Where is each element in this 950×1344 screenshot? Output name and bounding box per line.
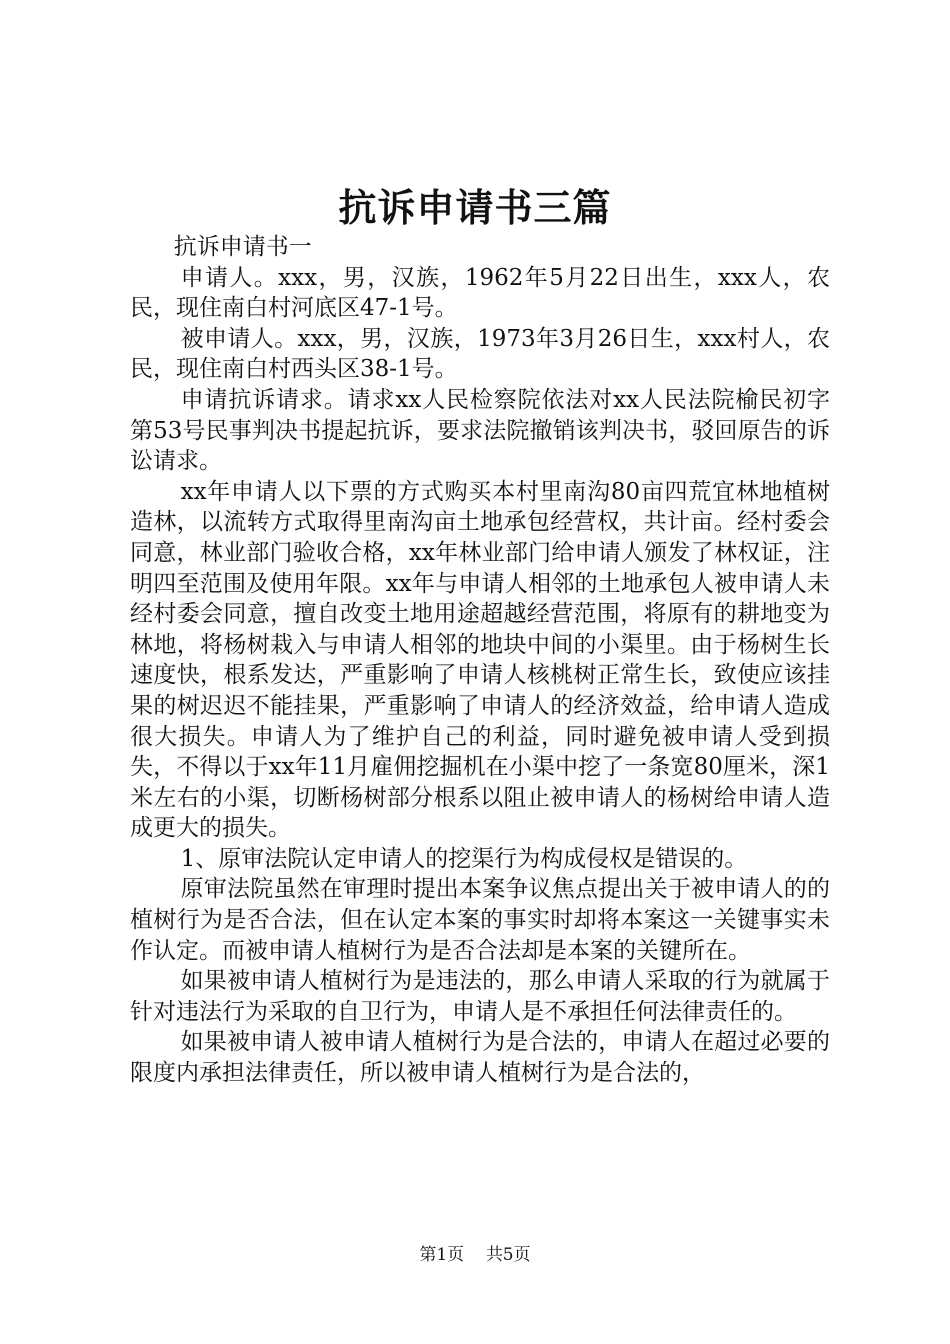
paragraph-applicant: 申请人。xxx，男，汉族，1962年5月22日出生，xxx人，农民，现住南白村河底区47-1号。: [130, 264, 830, 322]
paragraph-point-one: 1、原审法院认定申请人的挖渠行为构成侵权是错误的。: [180, 845, 748, 872]
paragraph-reasoning: 原审法院虽然在审理时提出本案争议焦点提出关于被申请人的的植树行为是否合法，但在认定本案的事实时却将本案这一关键事实未作认定。而被申请人植树行为是否合法却是本案的关键所在。: [130, 876, 830, 964]
page-total: 共5页: [485, 1245, 531, 1265]
page-number: 第1页: [419, 1245, 465, 1265]
paragraph-facts: xx年申请人以下票的方式购买本村里南沟80亩四荒宜林地植树造林，以流转方式取得里南沟亩土地承包经营权，共计亩。经村委会同意，林业部门验收合格，xx年林业部门给申请人颁发了林权证，注明四至范围及使用年限。xx年与申请人相邻的土地承包人被申请人未经村委会同意，擅自改变土地用途超越经营范围，将原有的耕地变为林地，将杨树栽入与申请人相邻的地块中间的小渠里。由于杨树生长速度快，根系发达，严重影响了申请人核桃树正常生长，致使应该挂果的树迟迟不能挂果，严重影响了申请人的经济效益，给申请人造成很大损失。申请人为了维护自己的利益，同时避免被申请人受到损失，不得以于xx年11月雇佣挖掘机在小渠中挖了一条宽80厘米，深1米左右的小渠，切断杨树部分根系以阻止被申请人的杨树给申请人造成更大的损失。: [130, 478, 830, 842]
page-footer: [0, 1243, 950, 1267]
paragraph-respondent: 被申请人。xxx，男，汉族，1973年3月26日生，xxx村人，农民，现住南白村西头区38-1号。: [130, 325, 830, 383]
paragraph-legal-case: 如果被申请人被申请人植树行为是合法的，申请人在超过必要的限度内承担法律责任，所以被申请人植树行为是合法的，: [130, 1029, 830, 1087]
document-body: [130, 232, 830, 1089]
paragraph-illegal-case: 如果被申请人植树行为是违法的，那么申请人采取的行为就属于针对违法行为采取的自卫行为，申请人是不承担任何法律责任的。: [130, 968, 830, 1025]
page-separator: [470, 1245, 481, 1265]
paragraph-request: 申请抗诉请求。请求xx人民检察院依法对xx人民法院榆民初字第53号民事判决书提起抗诉，要求法院撤销该判决书，驳回原告的诉讼请求。: [130, 386, 830, 475]
document-title: 抗诉申请书三篇: [338, 185, 612, 230]
section-heading: 抗诉申请书一: [173, 234, 312, 260]
